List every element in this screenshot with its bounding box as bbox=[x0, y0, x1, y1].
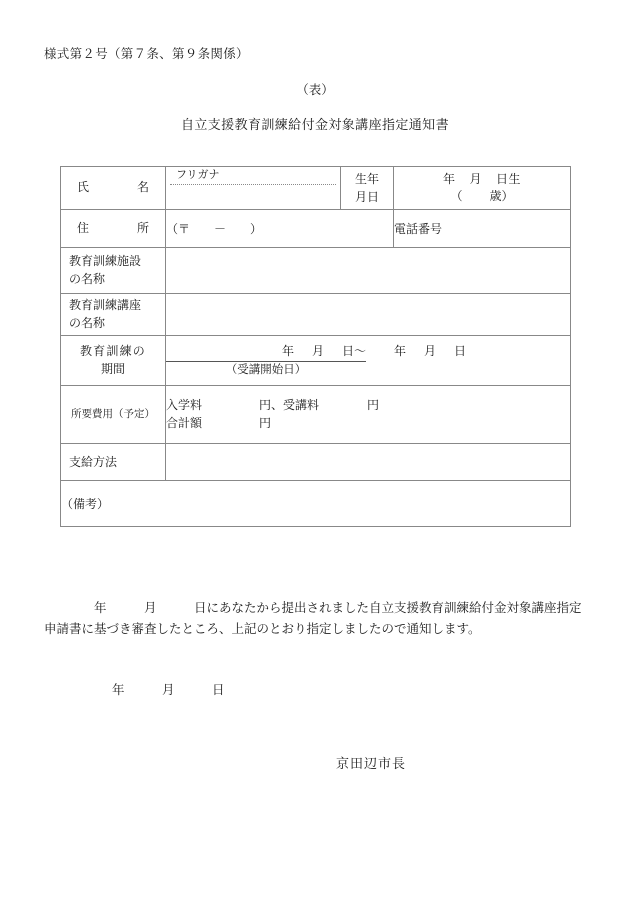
period-note: （受講開始日） bbox=[225, 363, 307, 376]
facility-value-cell[interactable] bbox=[166, 247, 571, 293]
address-value-cell[interactable]: （〒 － ） bbox=[166, 209, 394, 247]
cost-value-cell[interactable] bbox=[166, 385, 571, 443]
cost-label-cell bbox=[61, 385, 166, 443]
payment-value-cell[interactable] bbox=[166, 443, 571, 480]
issue-date-line[interactable]: 年 月 日 bbox=[112, 683, 225, 697]
name-label-cell bbox=[61, 167, 166, 210]
cost-label: 所要費用（予定） bbox=[71, 408, 155, 420]
furigana-label: フリガナ bbox=[170, 167, 336, 185]
course-label-cell bbox=[61, 293, 166, 335]
cost-line-total: 合計額 円 bbox=[166, 416, 272, 431]
period-label-line2: 期間 bbox=[100, 362, 125, 377]
telephone-cell[interactable] bbox=[394, 209, 571, 247]
form-number: 様式第２号（第７条、第９条関係） bbox=[44, 47, 249, 61]
table-row-facility bbox=[61, 247, 571, 293]
facility-label-line2: の名称 bbox=[69, 272, 106, 287]
period-start: 年 月 日～ bbox=[166, 342, 366, 362]
address-label-cell bbox=[61, 209, 166, 247]
name-input-area[interactable] bbox=[166, 185, 340, 209]
birthdate-ymd: 年 月 日生 bbox=[442, 172, 521, 187]
table-row-remarks bbox=[61, 480, 571, 526]
period-label-cell bbox=[61, 335, 166, 385]
payment-label-cell bbox=[61, 443, 166, 480]
table-row-payment bbox=[61, 443, 571, 480]
course-label-line1: 教育訓練講座 bbox=[69, 298, 142, 313]
facility-label-line1: 教育訓練施設 bbox=[69, 254, 142, 269]
notification-paragraph bbox=[44, 598, 589, 641]
cost-line-enrollment: 入学料 円、受講料 円 bbox=[166, 398, 380, 413]
paragraph-line-2: 申請書に基づき審査したところ、上記のとおり指定しましたので通知します。 bbox=[44, 622, 481, 637]
facility-label-cell bbox=[61, 247, 166, 293]
course-label-line2: の名称 bbox=[69, 316, 106, 331]
period-dates-row bbox=[166, 342, 570, 362]
remarks-label: （備考） bbox=[61, 496, 110, 511]
furigana-block bbox=[166, 167, 340, 209]
telephone-label: 電話番号 bbox=[394, 221, 443, 236]
name-label: 氏名 bbox=[77, 180, 149, 195]
paragraph-line-1: 年 月 日にあなたから提出されました自立支援教育訓練給付金対象講座指定 bbox=[44, 601, 582, 615]
birthdate-age: （ 歳） bbox=[450, 189, 514, 204]
birthdate-label-cell bbox=[341, 167, 394, 210]
table-row-course bbox=[61, 293, 571, 335]
table-row-name bbox=[61, 167, 571, 210]
period-value-cell[interactable] bbox=[166, 335, 571, 385]
birthdate-label-line1: 生年 bbox=[354, 171, 379, 186]
payment-label: 支給方法 bbox=[69, 454, 118, 469]
table-row-cost bbox=[61, 385, 571, 443]
table-row-address bbox=[61, 209, 571, 247]
issuer-signature: 京田辺市長 bbox=[336, 756, 407, 771]
document-title: 自立支援教育訓練給付金対象講座指定通知書 bbox=[180, 117, 449, 132]
birthdate-value-cell[interactable] bbox=[394, 167, 571, 210]
period-label-line1: 教育訓練の bbox=[79, 344, 146, 359]
birthdate-label-line2: 月日 bbox=[354, 189, 379, 204]
course-value-cell[interactable] bbox=[166, 293, 571, 335]
table-row-period bbox=[61, 335, 571, 385]
period-end: 年 月 日 bbox=[394, 343, 467, 358]
remarks-cell[interactable] bbox=[61, 480, 571, 526]
application-form-table bbox=[60, 166, 571, 527]
side-mark: （表） bbox=[296, 83, 334, 97]
address-label: 住所 bbox=[77, 220, 149, 235]
name-value-cell[interactable] bbox=[166, 167, 341, 210]
